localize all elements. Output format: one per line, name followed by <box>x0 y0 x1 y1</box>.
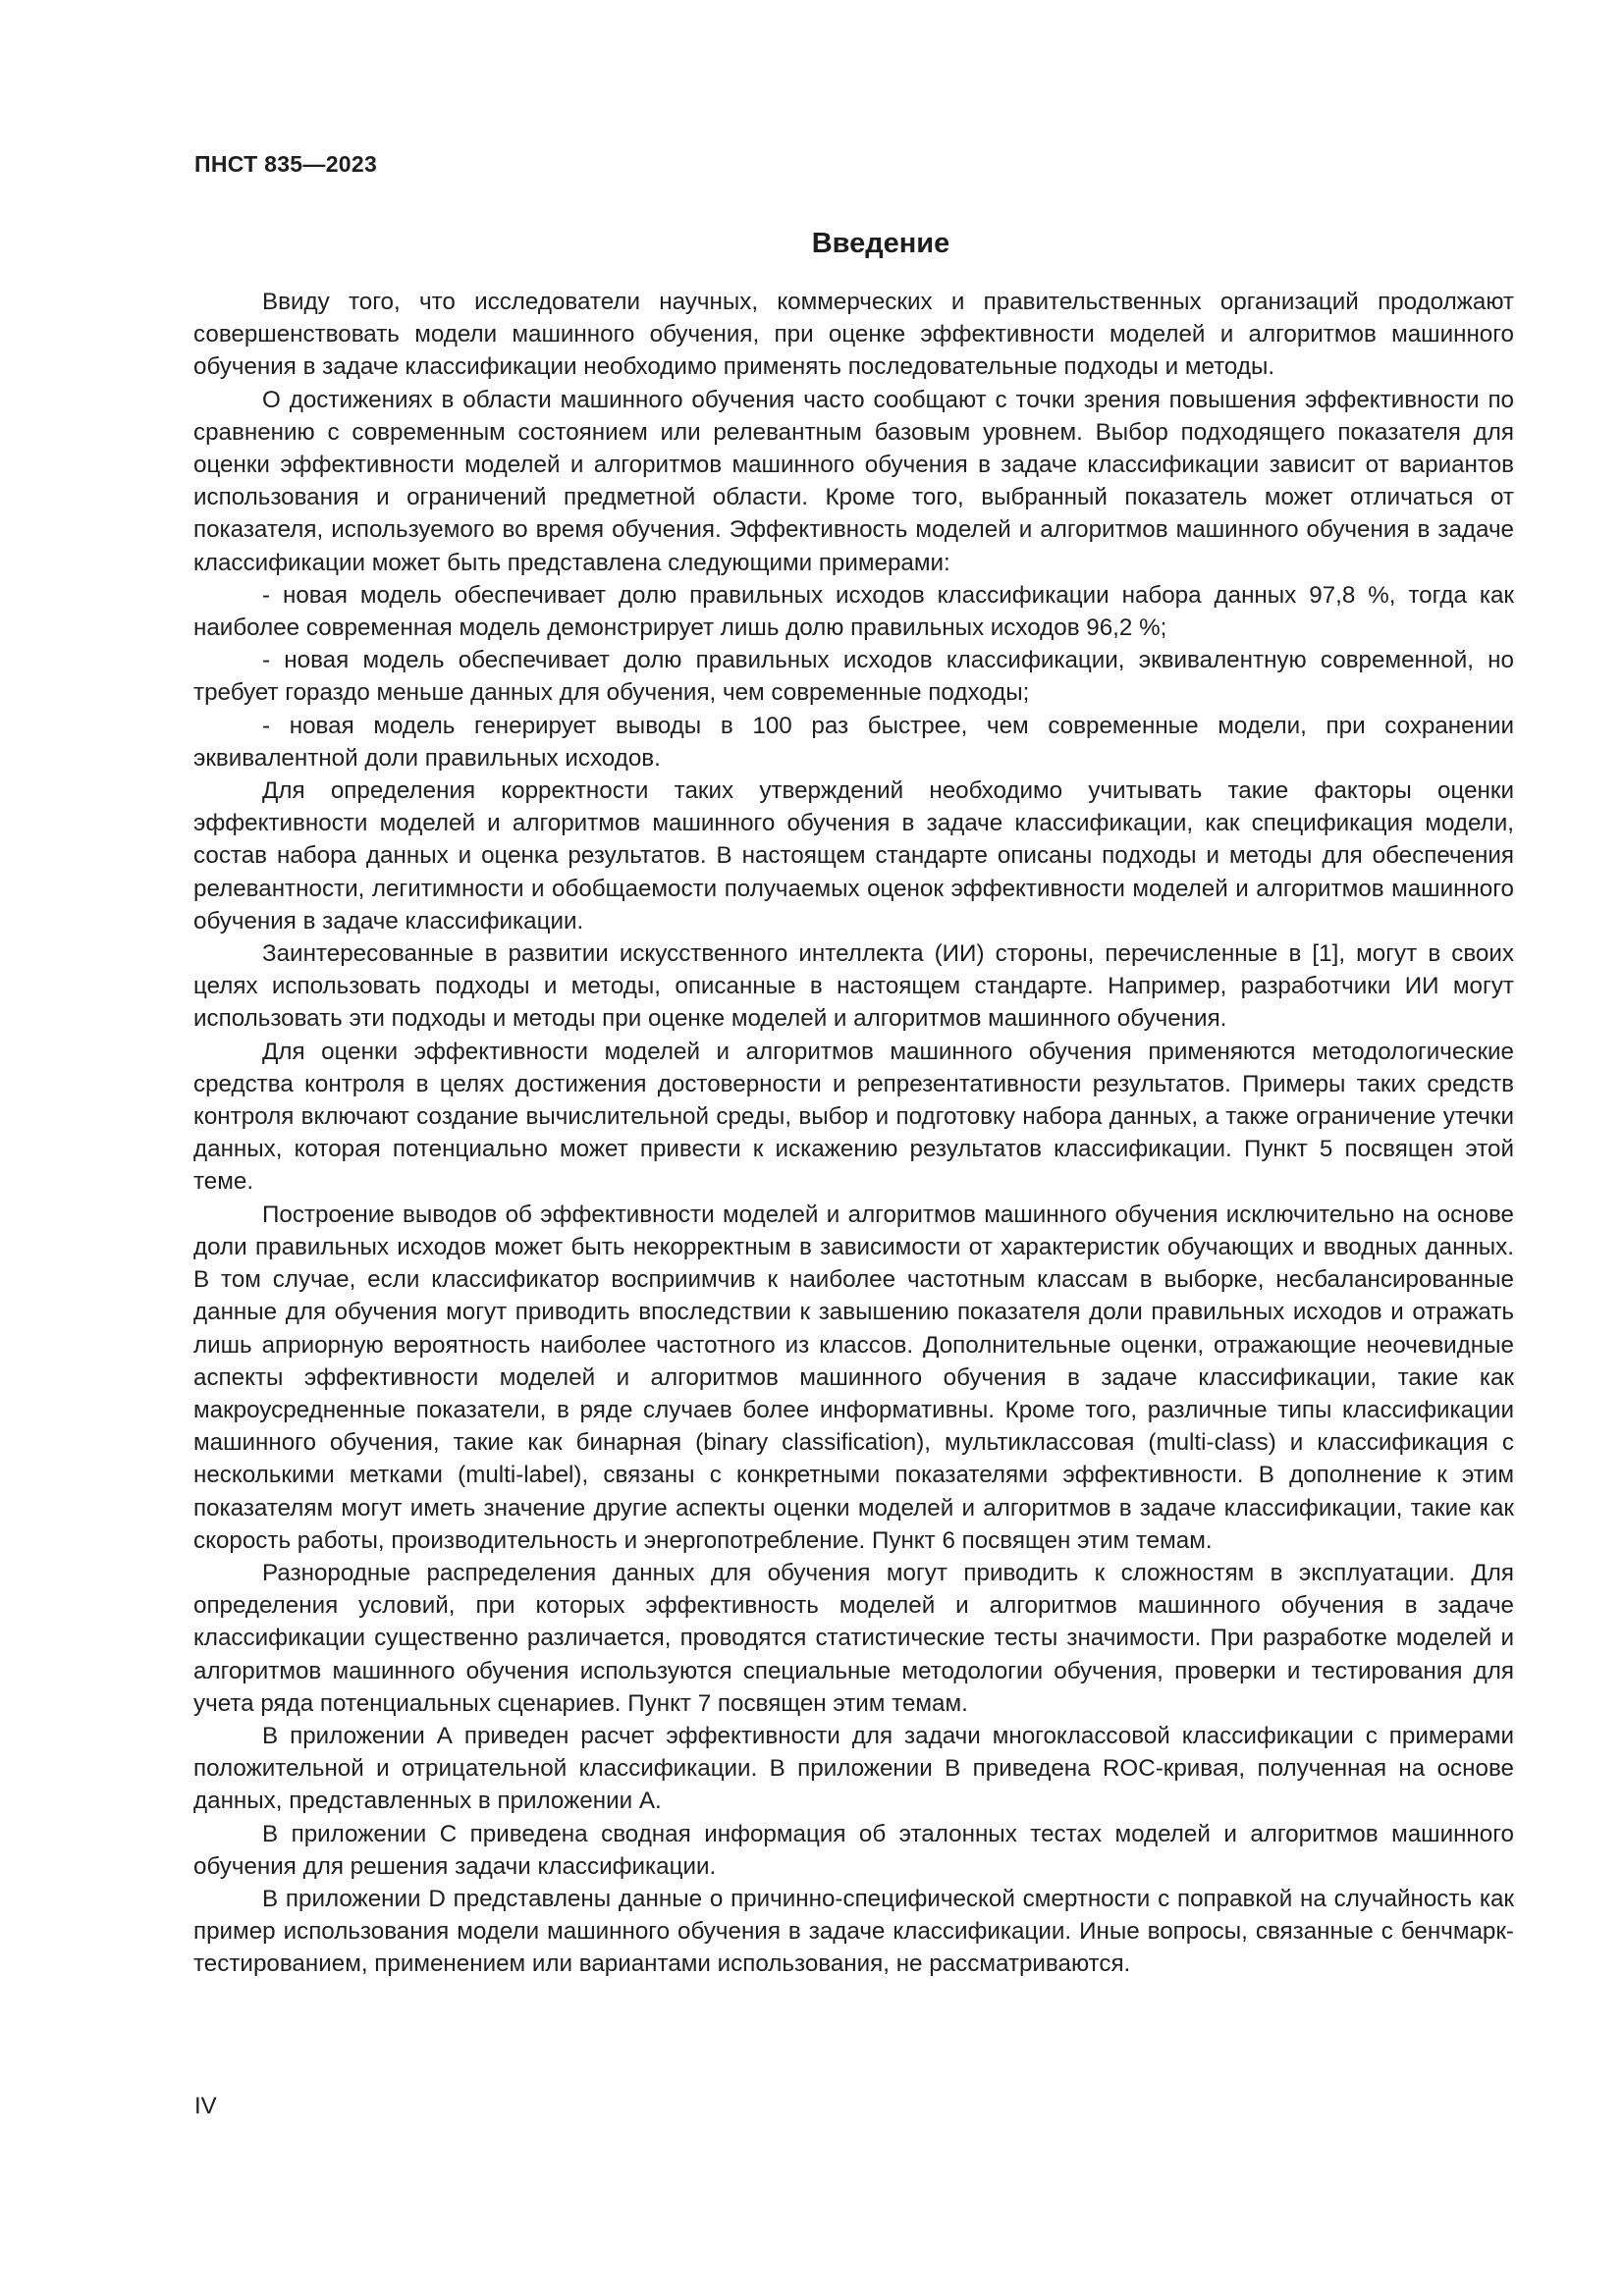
list-item: - новая модель генерирует выводы в 100 раз быстрее, чем современные модели, при сохранении эквивалентной доли правильных исходов. <box>193 712 1514 772</box>
paragraph: Для оценки эффективности моделей и алгоритмов машинного обучения применяются методологические средства контроля в целях достижения достоверности и репрезентативности результатов. Примеры таких средств контроля включают создание вычислительной среды, выбор и подготовку набора данных, а также ограничение утечки данных, которая потенциально может привести к искажению результатов классификации. Пункт 5 посвящен этой теме. <box>193 1038 1514 1196</box>
paragraph: Построение выводов об эффективности моделей и алгоритмов машинного обучения исключительно на основе доли правильных исходов может быть некорректным в зависимости от характеристик обучающих и вводных данных. В том случае, если классификатор восприимчив к наиболее частотным классам в выборке, несбалансированные данные для обучения могут приводить впоследствии к завышению показателя доли правильных исходов и отражать лишь априорную вероятность наиболее частотного из классов. Дополнительные оценки, отражающие неочевидные аспекты эффективности моделей и алгоритмов машинного обучения в задаче классификации, такие как макроусредненные показатели, в ряде случаев более информативны. Кроме того, различные типы классификации машинного обучения, такие как бинарная (binary classification), мультиклассовая (multi-class) и классификация с несколькими метками (multi-label), связаны с конкретными показателями эффективности. В дополнение к этим показателям могут иметь значение другие аспекты оценки моделей и алгоритмов в задаче классификации, такие как скорость работы, производительность и энергопотребление. Пункт 6 посвящен этим темам. <box>193 1201 1514 1554</box>
section-title-text: Введение <box>811 228 950 259</box>
paragraph: В приложении D представлены данные о причинно-специфической смертности с поправкой на случайность как пример использования модели машинного обучения в задаче классификации. Иные вопросы, связанные с бенчмарк-тестированием, применением или вариантами использования, не рассматриваются. <box>193 1885 1514 1978</box>
paragraph: В приложении С приведена сводная информация об эталонных тестах моделей и алгоритмов машинного обучения для решения задачи классификации. <box>193 1820 1514 1880</box>
paragraph: О достижениях в области машинного обучения часто сообщают с точки зрения повышения эффективности по сравнению с современным состоянием или релевантным базовым уровнем. Выбор подходящего показателя для оценки эффективности моделей и алгоритмов машинного обучения в задаче классификации зависит от вариантов использования и ограничений предметной области. Кроме того, выбранный показатель может отличаться от показателя, используемого во время обучения. Эффективность моделей и алгоритмов машинного обучения в задаче классификации может быть представлена следующими примерами: <box>193 386 1514 576</box>
section-title <box>0 228 1624 260</box>
body-text <box>193 286 1514 1981</box>
paragraph: Разнородные распределения данных для обучения могут приводить к сложностям в эксплуатации. Для определения условий, при которых эффективность моделей и алгоритмов машинного обучения в задаче классификации существенно различается, проводятся статистические тесты значимости. При разработке моделей и алгоритмов машинного обучения используются специальные методологии обучения, проверки и тестирования для учета ряда потенциальных сценариев. Пункт 7 посвящен этим темам. <box>193 1559 1514 1717</box>
page-number: IV <box>194 2093 217 2119</box>
paragraph: Заинтересованные в развитии искусственного интеллекта (ИИ) стороны, перечисленные в [1], могут в своих целях использовать подходы и методы, описанные в настоящем стандарте. Например, разработчики ИИ могут использовать эти подходы и методы при оценке моделей и алгоритмов машинного обучения. <box>193 940 1514 1033</box>
list-item: - новая модель обеспечивает долю правильных исходов классификации набора данных 97,8 %, тогда как наиболее современная модель демонстрирует лишь долю правильных исходов 96,2 %; <box>193 581 1514 642</box>
paragraph: Ввиду того, что исследователи научных, коммерческих и правительственных организаций продолжают совершенствовать модели машинного обучения, при оценке эффективности моделей и алгоритмов машинного обучения в задаче классификации необходимо применять последовательные подходы и методы. <box>193 289 1514 381</box>
paragraph: В приложении А приведен расчет эффективности для задачи многоклассовой классификации с примерами положительной и отрицательной классификации. В приложении В приведена ROC-кривая, полученная на основе данных, представленных в приложении А. <box>193 1722 1514 1815</box>
list-item: - новая модель обеспечивает долю правильных исходов классификации, эквивалентную современной, но требует гораздо меньше данных для обучения, чем современные подходы; <box>193 647 1514 707</box>
paragraph: Для определения корректности таких утверждений необходимо учитывать такие факторы оценки эффективности моделей и алгоритмов машинного обучения в задаче классификации, как спецификация модели, состав набора данных и оценка результатов. В настоящем стандарте описаны подходы и методы для обеспечения релевантности, легитимности и обобщаемости получаемых оценок эффективности моделей и алгоритмов машинного обучения в задаче классификации. <box>193 777 1514 934</box>
document-code: ПНСТ 835—2023 <box>194 151 378 177</box>
